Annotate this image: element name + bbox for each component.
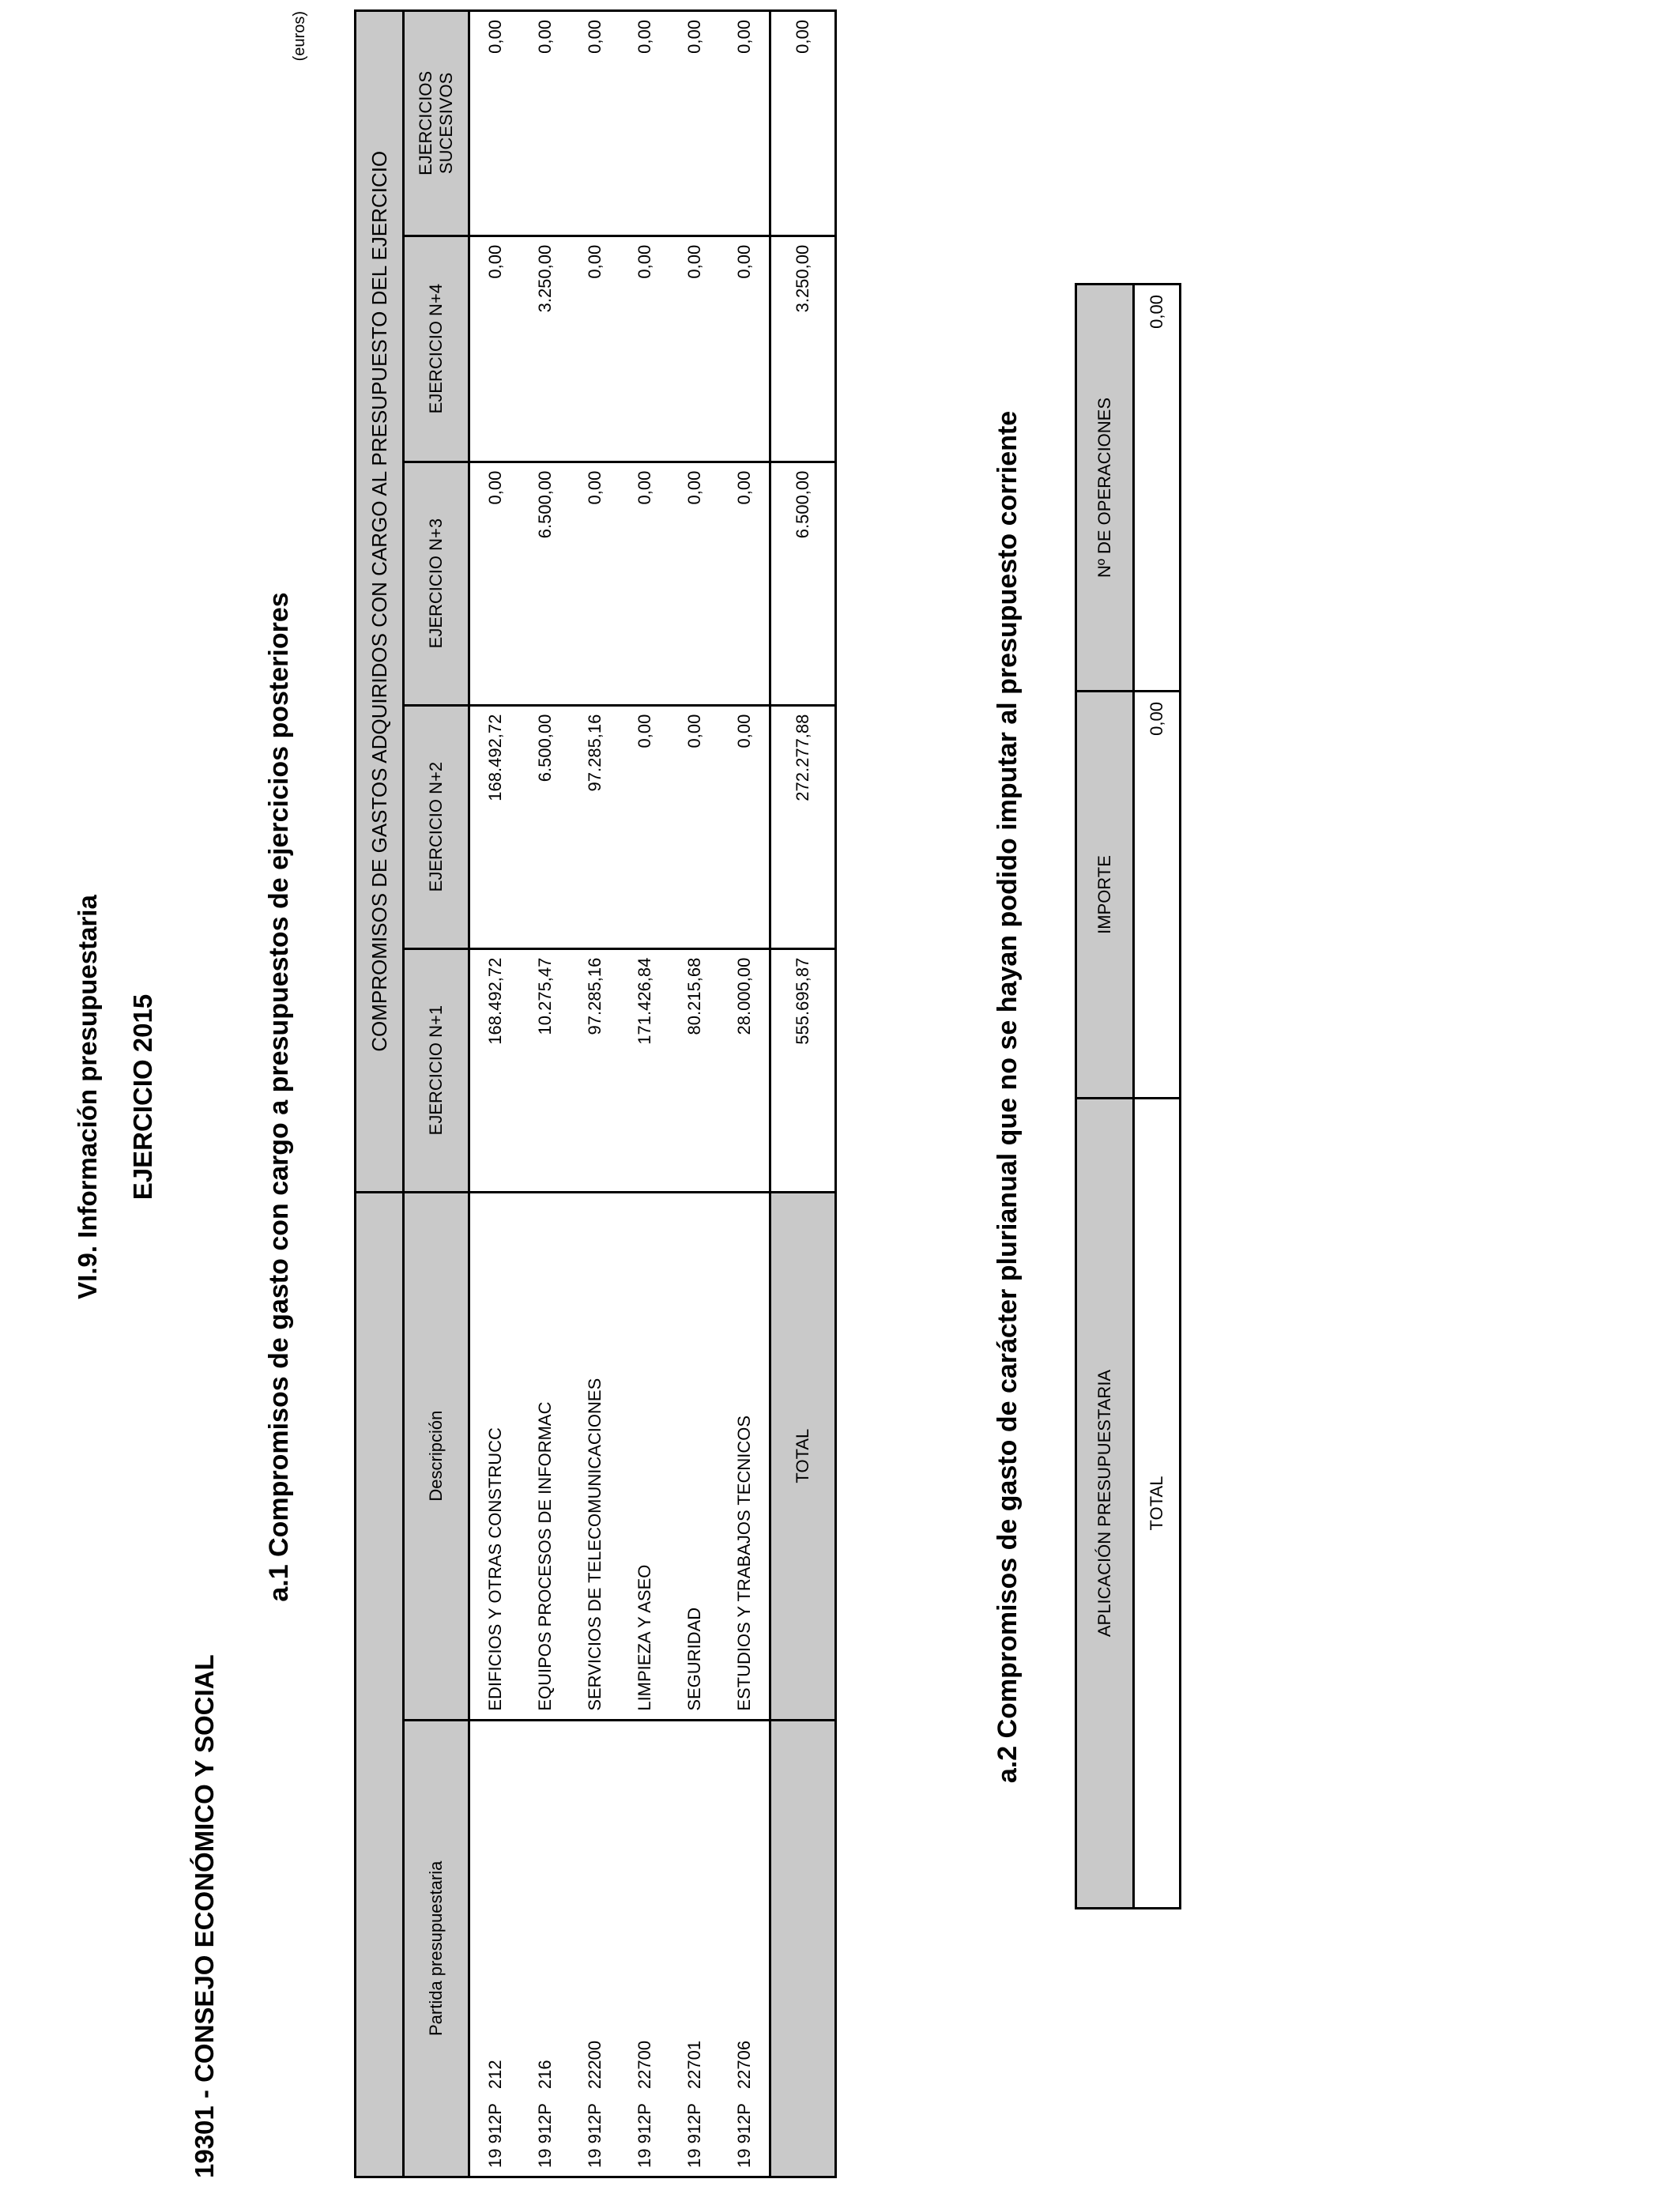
blank-header-cell [356,1192,404,2177]
n3-cell: 0,00 [620,462,669,705]
partida-cell: 19 912P 22200 [570,1720,620,2177]
n4-cell: 0,00 [570,236,620,462]
partida-cell: 19 912P 212 [469,1720,521,2177]
n3-cell: 6.500,00 [520,462,570,705]
partida-cell: 19 912P 22701 [669,1720,719,2177]
descripcion-cell: EDIFICIOS Y OTRAS CONSTRUCC [469,1192,521,1720]
total-label: TOTAL [770,1192,836,1720]
n4-cell: 0,00 [469,236,521,462]
sucesivos-cell: 0,00 [520,11,570,236]
table-row [669,11,719,2177]
report-title: VI.9. Información presupuestaria [73,895,102,1299]
group-header: COMPROMISOS DE GASTOS ADQUIRIDOS CON CARGO AL PRESUPUESTO DEL EJERCICIO [356,11,404,1193]
n2-cell: 0,00 [669,705,719,948]
n1-cell: 28.000,00 [719,948,770,1192]
fiscal-year-subtitle: EJERCICIO 2015 [128,993,157,1201]
descripcion-cell: SERVICIOS DE TELECOMUNICACIONES [570,1192,620,1720]
col-header-n1: EJERCICIO N+1 [404,948,469,1192]
n2-cell: 0,00 [620,705,669,948]
col-header-operaciones: Nº DE OPERACIONES [1076,285,1134,692]
partida-cell: 19 912P 22700 [620,1720,669,2177]
descripcion-cell: LIMPIEZA Y ASEO [620,1192,669,1720]
total-label: TOTAL [1134,1099,1181,1909]
n4-cell: 0,00 [620,236,669,462]
n3-cell: 0,00 [570,462,620,705]
n4-cell: 0,00 [719,236,770,462]
sucesivos-cell: 0,00 [719,11,770,236]
units-label: (euros) [291,11,308,62]
total-operaciones: 0,00 [1134,285,1181,692]
sucesivos-cell: 0,00 [469,11,521,236]
n1-cell: 80.215,68 [669,948,719,1192]
n4-cell: 3.250,00 [520,236,570,462]
sucesivos-cell: 0,00 [669,11,719,236]
n1-cell: 10.275,47 [520,948,570,1192]
plurianual-table [1075,283,1181,1909]
n2-cell: 0,00 [719,705,770,948]
n1-cell: 168.492,72 [469,948,521,1192]
col-header-partida: Partida presupuestaria [404,1720,469,2177]
sucesivos-cell: 0,00 [620,11,669,236]
n2-cell: 97.285,16 [570,705,620,948]
n2-cell: 6.500,00 [520,705,570,948]
col-header-aplicacion: APLICACIÓN PRESUPUESTARIA [1076,1099,1134,1909]
sucesivos-cell: 0,00 [570,11,620,236]
n4-cell: 0,00 [669,236,719,462]
descripcion-cell: SEGURIDAD [669,1192,719,1720]
col-header-importe: IMPORTE [1076,692,1134,1099]
n1-cell: 97.285,16 [570,948,620,1192]
n1-cell: 171.426,84 [620,948,669,1192]
partida-cell: 19 912P 216 [520,1720,570,2177]
total-n3: 6.500,00 [770,462,836,705]
descripcion-cell: ESTUDIOS Y TRABAJOS TECNICOS [719,1192,770,1720]
col-header-n3: EJERCICIO N+3 [404,462,469,705]
total-row [1134,285,1181,1909]
commitments-table [354,9,837,2178]
partida-cell: 19 912P 22706 [719,1720,770,2177]
table-row [520,11,570,2177]
table-row [570,11,620,2177]
total-n1: 555.695,87 [770,948,836,1192]
col-header-sucesivos: EJERCICIOS SUCESIVOS [404,11,469,236]
total-n4: 3.250,00 [770,236,836,462]
table-row [469,11,521,2177]
section-a2-heading: a.2 Compromisos de gasto de carácter plurianual que no se hayan podido imputar al presupuesto corriente [993,410,1023,1784]
total-importe: 0,00 [1134,692,1181,1099]
total-blank-cell [770,1720,836,2177]
col-header-n2: EJERCICIO N+2 [404,705,469,948]
descripcion-cell: EQUIPOS PROCESOS DE INFORMAC [520,1192,570,1720]
n3-cell: 0,00 [669,462,719,705]
total-n2: 272.277,88 [770,705,836,948]
col-header-n4: EJERCICIO N+4 [404,236,469,462]
col-header-descripcion: Descripción [404,1192,469,1720]
total-row [770,11,836,2177]
organization-name: 19301 - CONSEJO ECONÓMICO Y SOCIAL [190,1654,219,2178]
table-row [620,11,669,2177]
n3-cell: 0,00 [719,462,770,705]
total-sucesivos: 0,00 [770,11,836,236]
n2-cell: 168.492,72 [469,705,521,948]
n3-cell: 0,00 [469,462,521,705]
section-a1-heading: a.1 Compromisos de gasto con cargo a presupuestos de ejercicios posteriores [264,592,294,1602]
table-row [719,11,770,2177]
